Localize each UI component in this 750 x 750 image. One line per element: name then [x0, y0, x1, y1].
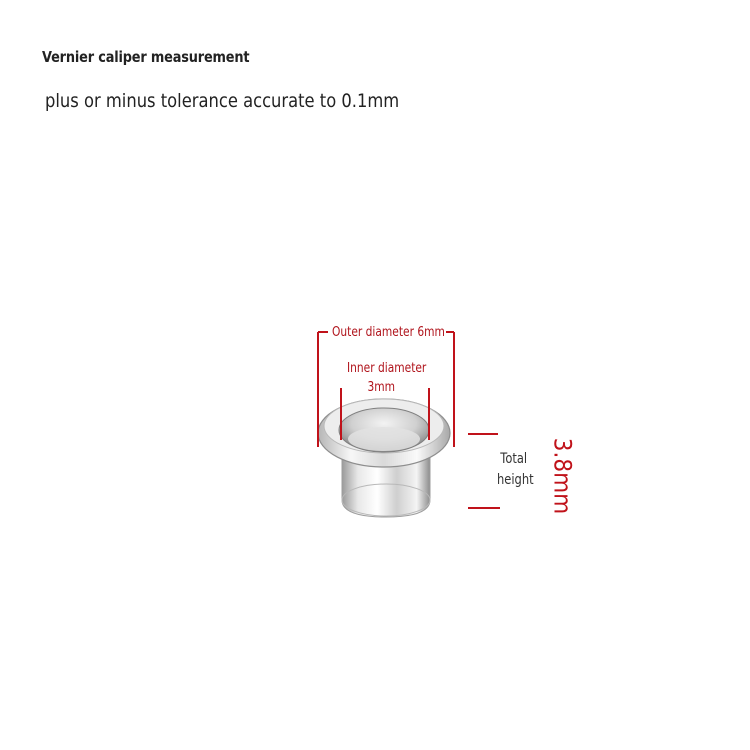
- total-height-ticks: [468, 434, 500, 508]
- inner-diameter-value: 3mm: [367, 380, 396, 395]
- total-height-value: 3.8mm: [548, 437, 577, 515]
- total-height-text-1: Total: [500, 451, 528, 467]
- inner-diameter-label: [347, 359, 426, 397]
- total-height-label: [497, 449, 534, 491]
- eyelet-flange: [318, 399, 450, 467]
- outer-diameter-label: Outer diameter 6mm: [332, 325, 445, 340]
- total-height-text-2: height: [497, 472, 534, 488]
- page-title: Vernier caliper measurement: [42, 48, 250, 66]
- inner-diameter-text: Inner diameter: [347, 361, 427, 376]
- tolerance-note: plus or minus tolerance accurate to 0.1mm: [45, 90, 400, 112]
